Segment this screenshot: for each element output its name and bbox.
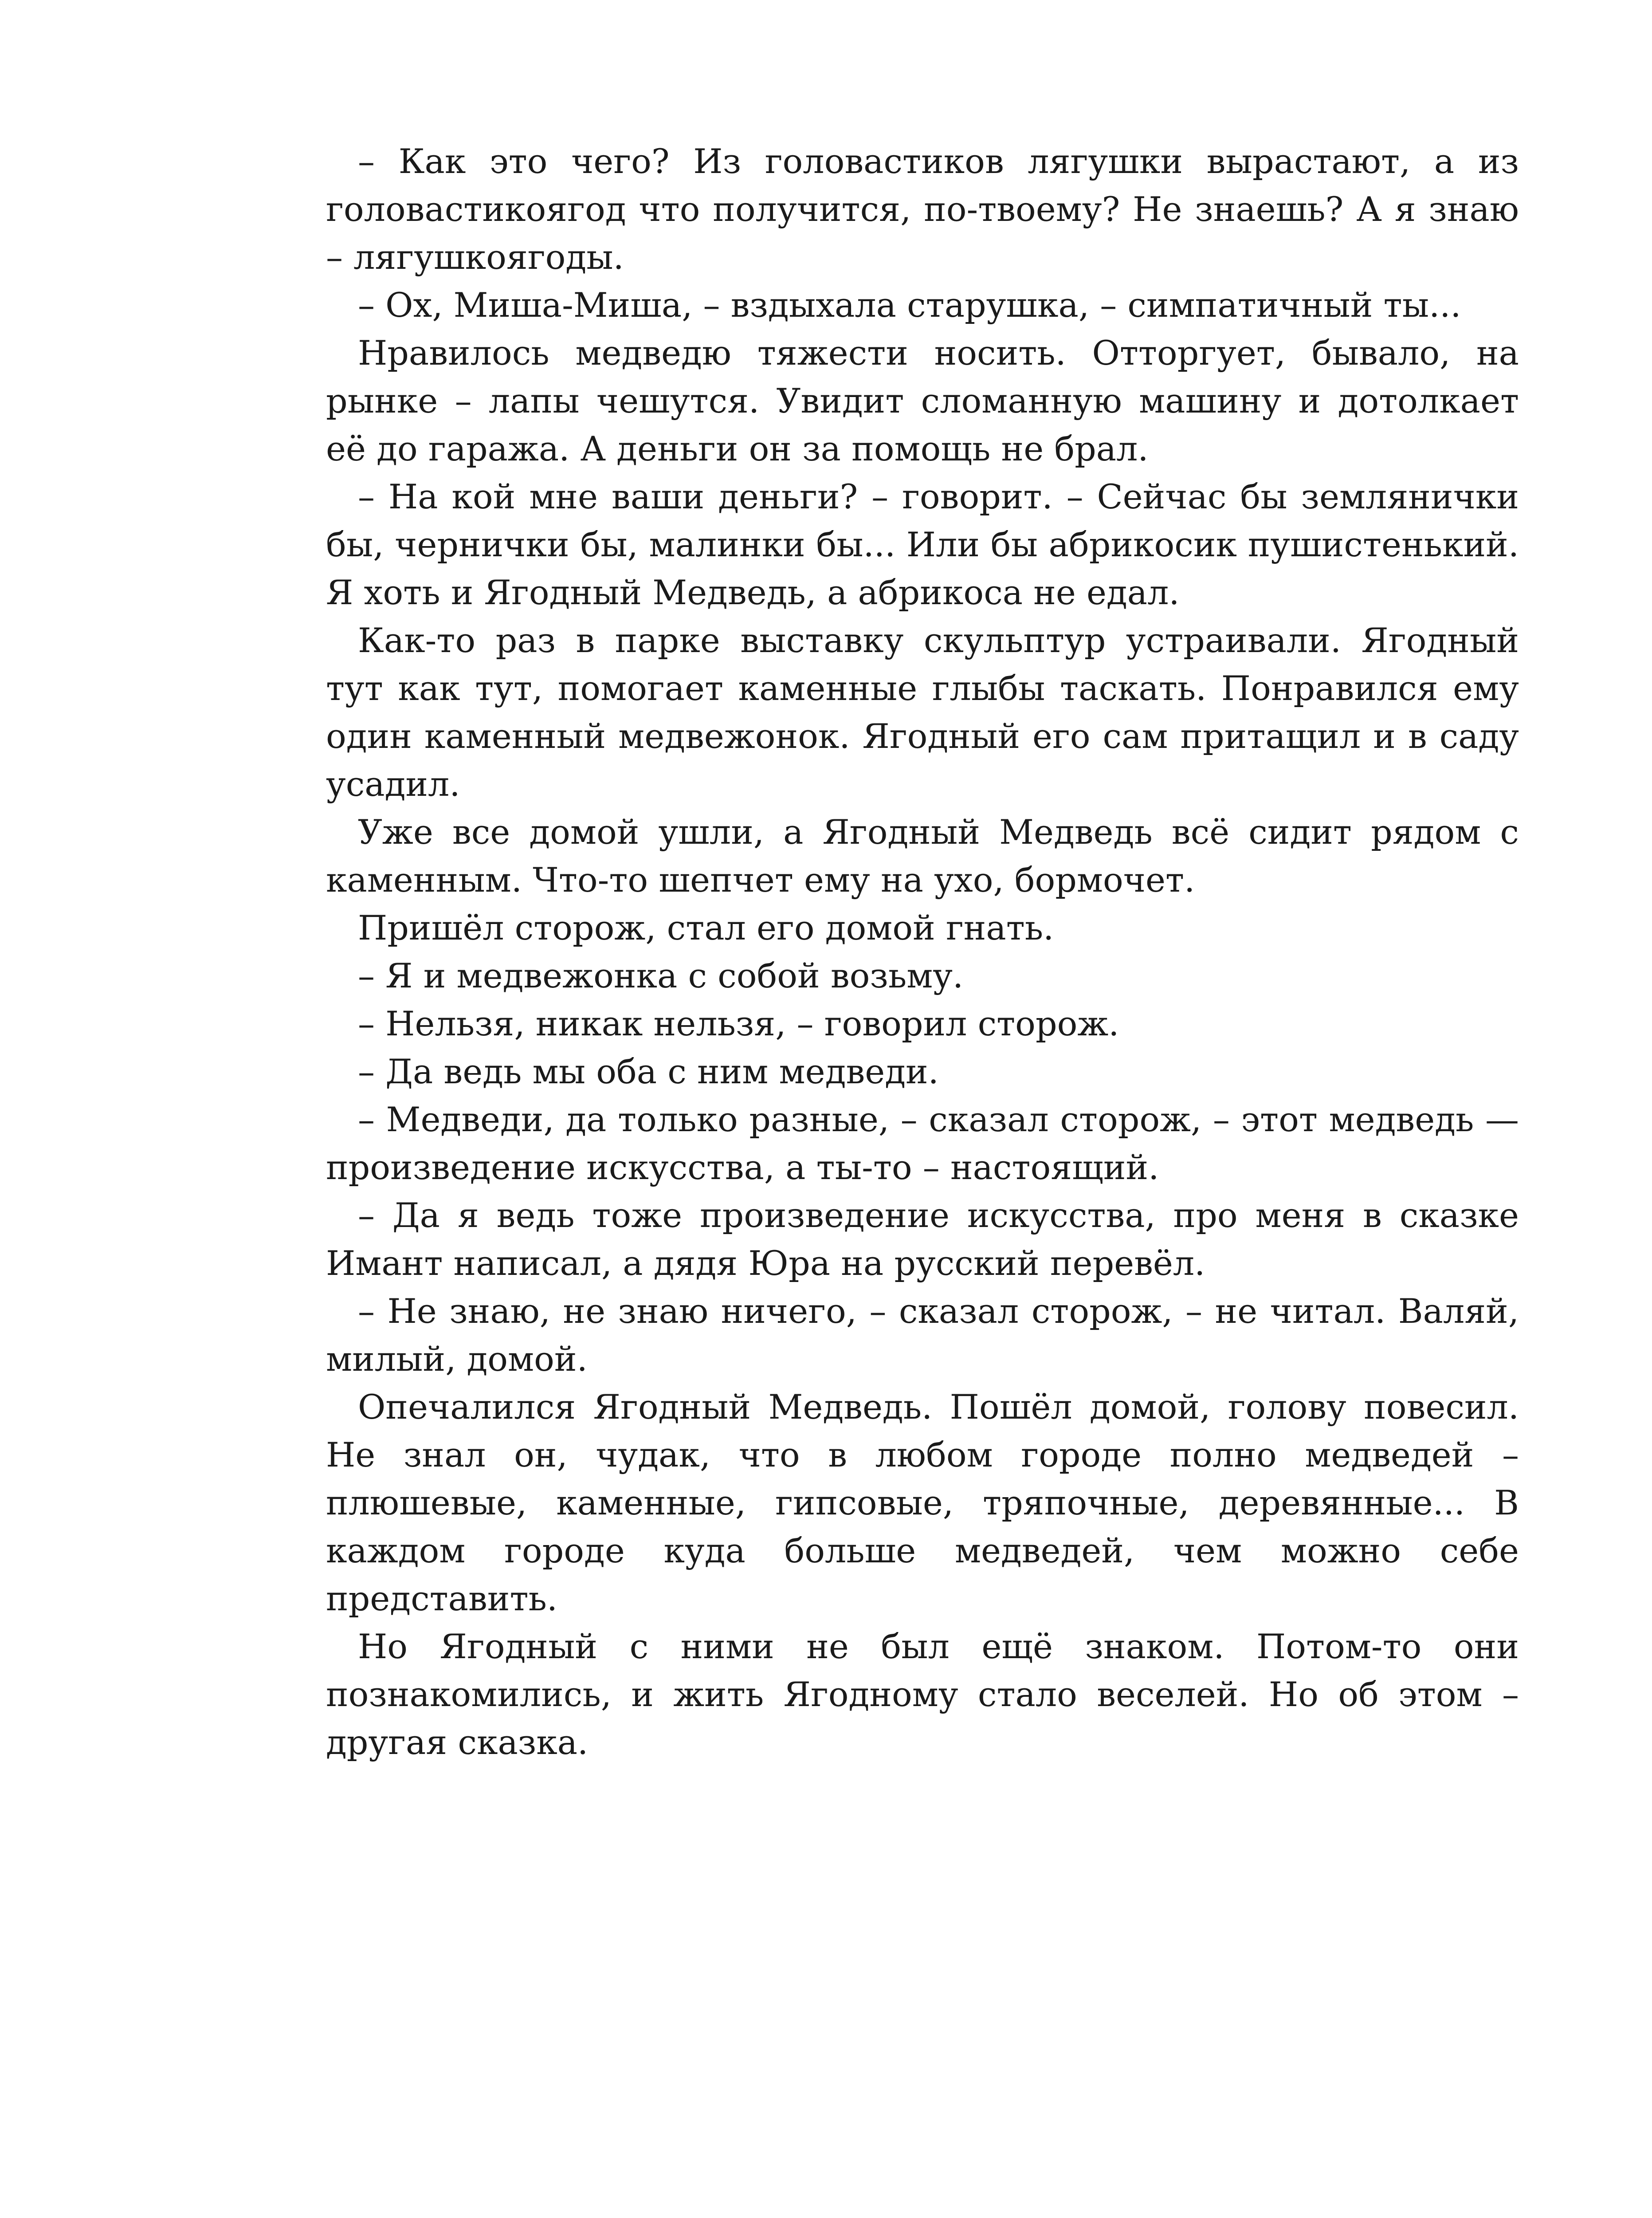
paragraph-11: – Медведи, да только разные, – сказал сторож, – этот медведь — произведение искусства, а ты-то – настоящий. — [326, 1100, 1519, 1187]
paragraph-12: – Да я ведь тоже произведение искусства, про меня в сказке Имант написал, а дядя Юра на русский перевёл. — [326, 1196, 1519, 1283]
paragraph-13: – Не знаю, не знаю ничего, – сказал сторож, – не читал. Валяй, милый, домой. — [326, 1291, 1519, 1379]
paragraph-4: – На кой мне ваши деньги? – говорит. – Сейчас бы землянички бы, чернички бы, малинки бы... Или бы абрикосик пушистенький. Я хоть и Ягодный Медведь, а абрикоса не едал. — [326, 477, 1519, 612]
paragraph-5: Как-то раз в парке выставку скульптур устраивали. Ягодный тут как тут, помогает каменные глыбы таскать. Понравился ему один каменный медвежонок. Ягодный его сам притащил и в саду усадил. — [326, 621, 1519, 804]
paragraph-1: – Как это чего? Из головастиков лягушки вырастают, а из головастикоягод что получится, по-твоему? Не знаешь? А я знаю – лягушкоягоды. — [326, 142, 1519, 277]
paragraph-2: – Ох, Миша-Миша, – вздыхала старушка, – симпатичный ты... — [358, 285, 1461, 325]
paragraph-6: Уже все домой ушли, а Ягодный Медведь всё сидит рядом с каменным. Что-то шепчет ему на ухо, бормочет. — [326, 812, 1519, 900]
paragraph-10: – Да ведь мы оба с ним медведи. — [358, 1052, 939, 1091]
paragraph-8: – Я и медвежонка с собой возьму. — [358, 956, 964, 995]
paragraph-7: Пришёл сторож, стал его домой гнать. — [358, 908, 1054, 948]
page-text-block — [326, 138, 1519, 1766]
paragraph-9: – Нельзя, никак нельзя, – говорил сторож. — [358, 1004, 1119, 1043]
paragraph-14: Опечалился Ягодный Медведь. Пошёл домой, голову повесил. Не знал он, чудак, что в любом городе полно медведей – плюшевые, каменные, гипсовые, тряпочные, деревянные... В каждом городе куда больше медведей, чем можно себе представить. — [326, 1387, 1519, 1618]
paragraph-15: Но Ягодный с ними не был ещё знаком. Потом-то они познакомились, и жить Ягодному стало веселей. Но об этом – другая сказка. — [326, 1627, 1519, 1762]
paragraph-3: Нравилось медведю тяжести носить. Отторгует, бывало, на рынке – лапы чешутся. Увидит сломанную машину и дотолкает её до гаража. А деньги он за помощь не брал. — [326, 333, 1519, 468]
